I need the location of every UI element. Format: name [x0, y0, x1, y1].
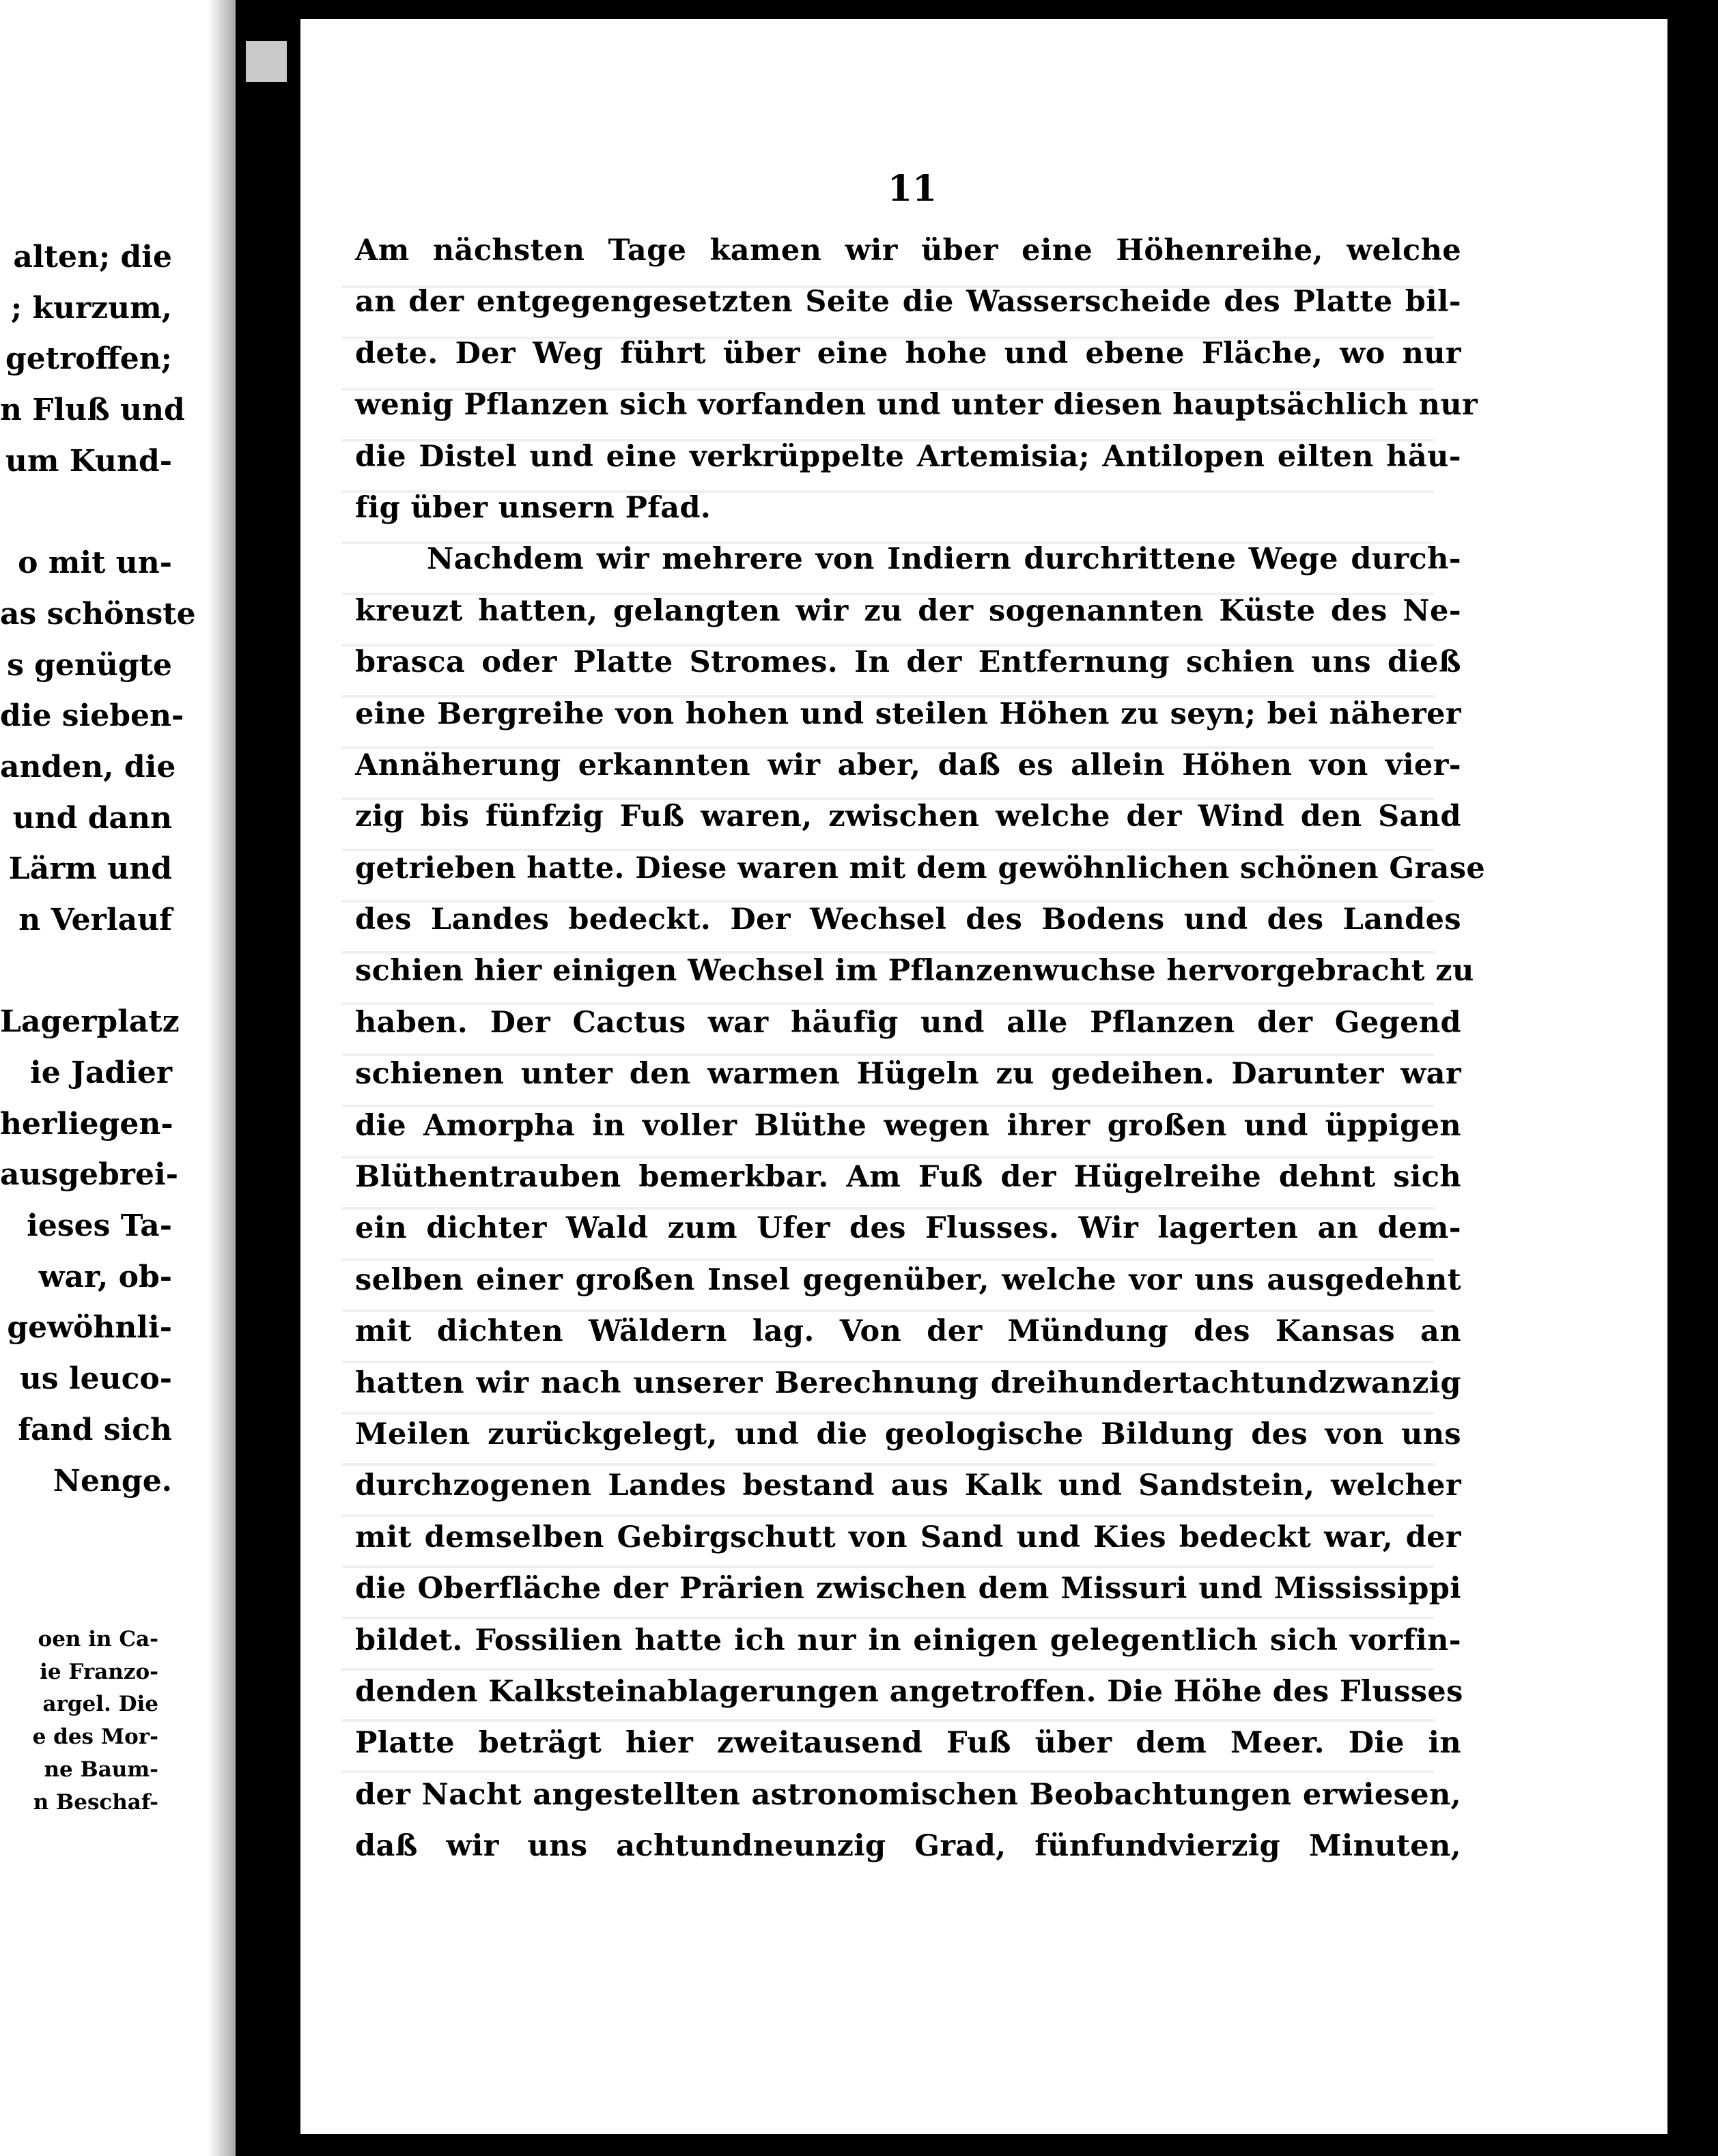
text-line: fig über unsern Pfad. — [355, 490, 712, 525]
left-line: ieses Ta- — [27, 1208, 172, 1244]
left-line: s genügte — [7, 647, 172, 683]
left-line: alten; die — [13, 240, 172, 274]
text-line: die Distel und eine verkrüppelte Artemisia; Antilopen eilten häu- — [355, 439, 1461, 474]
left-line: gewöhnli- — [7, 1310, 172, 1346]
left-line: ie Jadier — [29, 1055, 172, 1090]
text-line: die Oberfläche der Prärien zwischen dem Missuri und Mississippi — [355, 1572, 1461, 1606]
left-line — [0, 487, 172, 538]
text-line: wenig Pflanzen sich vorfanden und unter diesen hauptsächlich nur — [355, 388, 1478, 423]
text-line: Meilen zurückgelegt, und die geologische Bildung des von uns — [355, 1417, 1461, 1451]
text-line: selben einer großen Insel gegenüber, welche vor uns ausgedehnt — [355, 1262, 1461, 1297]
text-line: brasca oder Platte Stromes. In der Entfernung schien uns dieß — [355, 645, 1461, 680]
left-line: as schönste — [0, 596, 196, 632]
page-corner-fold — [246, 41, 287, 82]
left-line — [0, 946, 172, 997]
left-footnote-line: oen in Ca- — [38, 1626, 158, 1651]
right-page — [300, 19, 1667, 2134]
left-line: Nenge. — [53, 1463, 172, 1499]
text-line: schien hier einigen Wechsel im Pflanzenwuchse hervorgebracht zu — [355, 954, 1474, 989]
body-text — [355, 225, 1486, 1873]
left-line: n Verlauf — [18, 902, 172, 937]
text-line: der Nacht angestellten astronomischen Beobachtungen erwiesen, — [355, 1777, 1461, 1812]
text-line: Blüthentrauben bemerkbar. Am Fuß der Hügelreihe dehnt sich — [355, 1160, 1461, 1195]
left-line: die sieben- — [0, 698, 184, 734]
text-line: mit dichten Wäldern lag. Von der Mündung des Kansas an — [355, 1314, 1461, 1349]
left-line: o mit un- — [18, 545, 172, 581]
page-edge-shadow — [208, 0, 236, 2156]
left-footnote-line: ne Baum- — [44, 1757, 158, 1782]
left-footnote-line: argel. Die — [42, 1692, 158, 1717]
left-line: anden, die — [0, 749, 176, 784]
text-line: bildet. Fossilien hatte ich nur in einigen gelegentlich sich vorfin- — [355, 1623, 1461, 1658]
left-line: getroffen; — [5, 341, 172, 377]
text-line: dete. Der Weg führt über eine hohe und ebene Fläche, wo nur — [355, 336, 1461, 371]
left-line: us leuco- — [19, 1361, 172, 1397]
left-line: n Fluß und — [0, 393, 185, 428]
left-line: ; kurzum, — [10, 290, 172, 326]
text-line: schienen unter den warmen Hügeln zu gedeihen. Darunter war — [355, 1057, 1461, 1092]
text-line: des Landes bedeckt. Der Wechsel des Bodens und des Landes — [355, 903, 1461, 937]
left-line: war, ob- — [38, 1259, 172, 1294]
text-line: an der entgegengesetzten Seite die Wasserscheide des Platte bil- — [355, 285, 1461, 320]
text-line: hatten wir nach unserer Berechnung dreihundertachtundzwanzig — [355, 1365, 1461, 1400]
page-number: 11 — [887, 168, 938, 210]
text-line: denden Kalksteinablagerungen angetroffen. Die Höhe des Flusses — [355, 1674, 1463, 1709]
text-line: mit demselben Gebirgschutt von Sand und Kies bedeckt war, der — [355, 1520, 1461, 1555]
left-line: Lagerplatz — [0, 1004, 180, 1040]
left-footnote-line — [0, 1591, 158, 1623]
text-line: zig bis fünfzig Fuß waren, zwischen welche der Wind den Sand — [355, 799, 1461, 834]
left-line: Lärm und — [8, 851, 172, 887]
text-line: Nachdem wir mehrere von Indiern durchrittene Wege durch- — [427, 542, 1461, 577]
left-footnote-line: ie Franzo- — [40, 1659, 158, 1684]
book-gutter — [236, 0, 300, 2156]
left-line: und dann — [12, 800, 172, 836]
left-line: fand sich — [18, 1412, 172, 1447]
text-line: haben. Der Cactus war häufig und alle Pflanzen der Gegend — [355, 1005, 1461, 1040]
text-line: daß wir uns achtundneunzig Grad, fünfundvierzig Minuten, — [355, 1829, 1461, 1864]
left-page-footnote — [0, 1591, 158, 1819]
text-line: durchzogenen Landes bestand aus Kalk und Sandstein, welcher — [355, 1469, 1461, 1503]
text-line: kreuzt hatten, gelangten wir zu der sogenannten Küste des Ne- — [355, 593, 1461, 628]
text-line: Platte beträgt hier zweitausend Fuß über dem Meer. Die in — [355, 1726, 1461, 1761]
left-footnote-line: n Beschaf- — [33, 1789, 158, 1815]
left-line: um Kund- — [5, 443, 172, 479]
left-line: ausgebrei- — [0, 1157, 178, 1193]
left-footnote-line: e des Mor- — [32, 1725, 158, 1750]
text-line: ein dichter Wald zum Ufer des Flusses. Wir lagerten an dem- — [355, 1211, 1461, 1246]
text-line: die Amorpha in voller Blüthe wegen ihrer großen und üppigen — [355, 1108, 1461, 1143]
text-line: Annäherung erkannten wir aber, daß es allein Höhen von vier- — [355, 748, 1461, 782]
text-line: eine Bergreihe von hohen und steilen Höhen zu seyn; bei näherer — [355, 696, 1461, 731]
left-page-text — [0, 232, 196, 1507]
text-line: Am nächsten Tage kamen wir über eine Höhenreihe, welche — [355, 233, 1461, 268]
left-page-fragment — [0, 0, 236, 2156]
text-line: getrieben hatte. Diese waren mit dem gewöhnlichen schönen Grase — [355, 851, 1486, 885]
left-line: herliegen- — [0, 1106, 173, 1141]
